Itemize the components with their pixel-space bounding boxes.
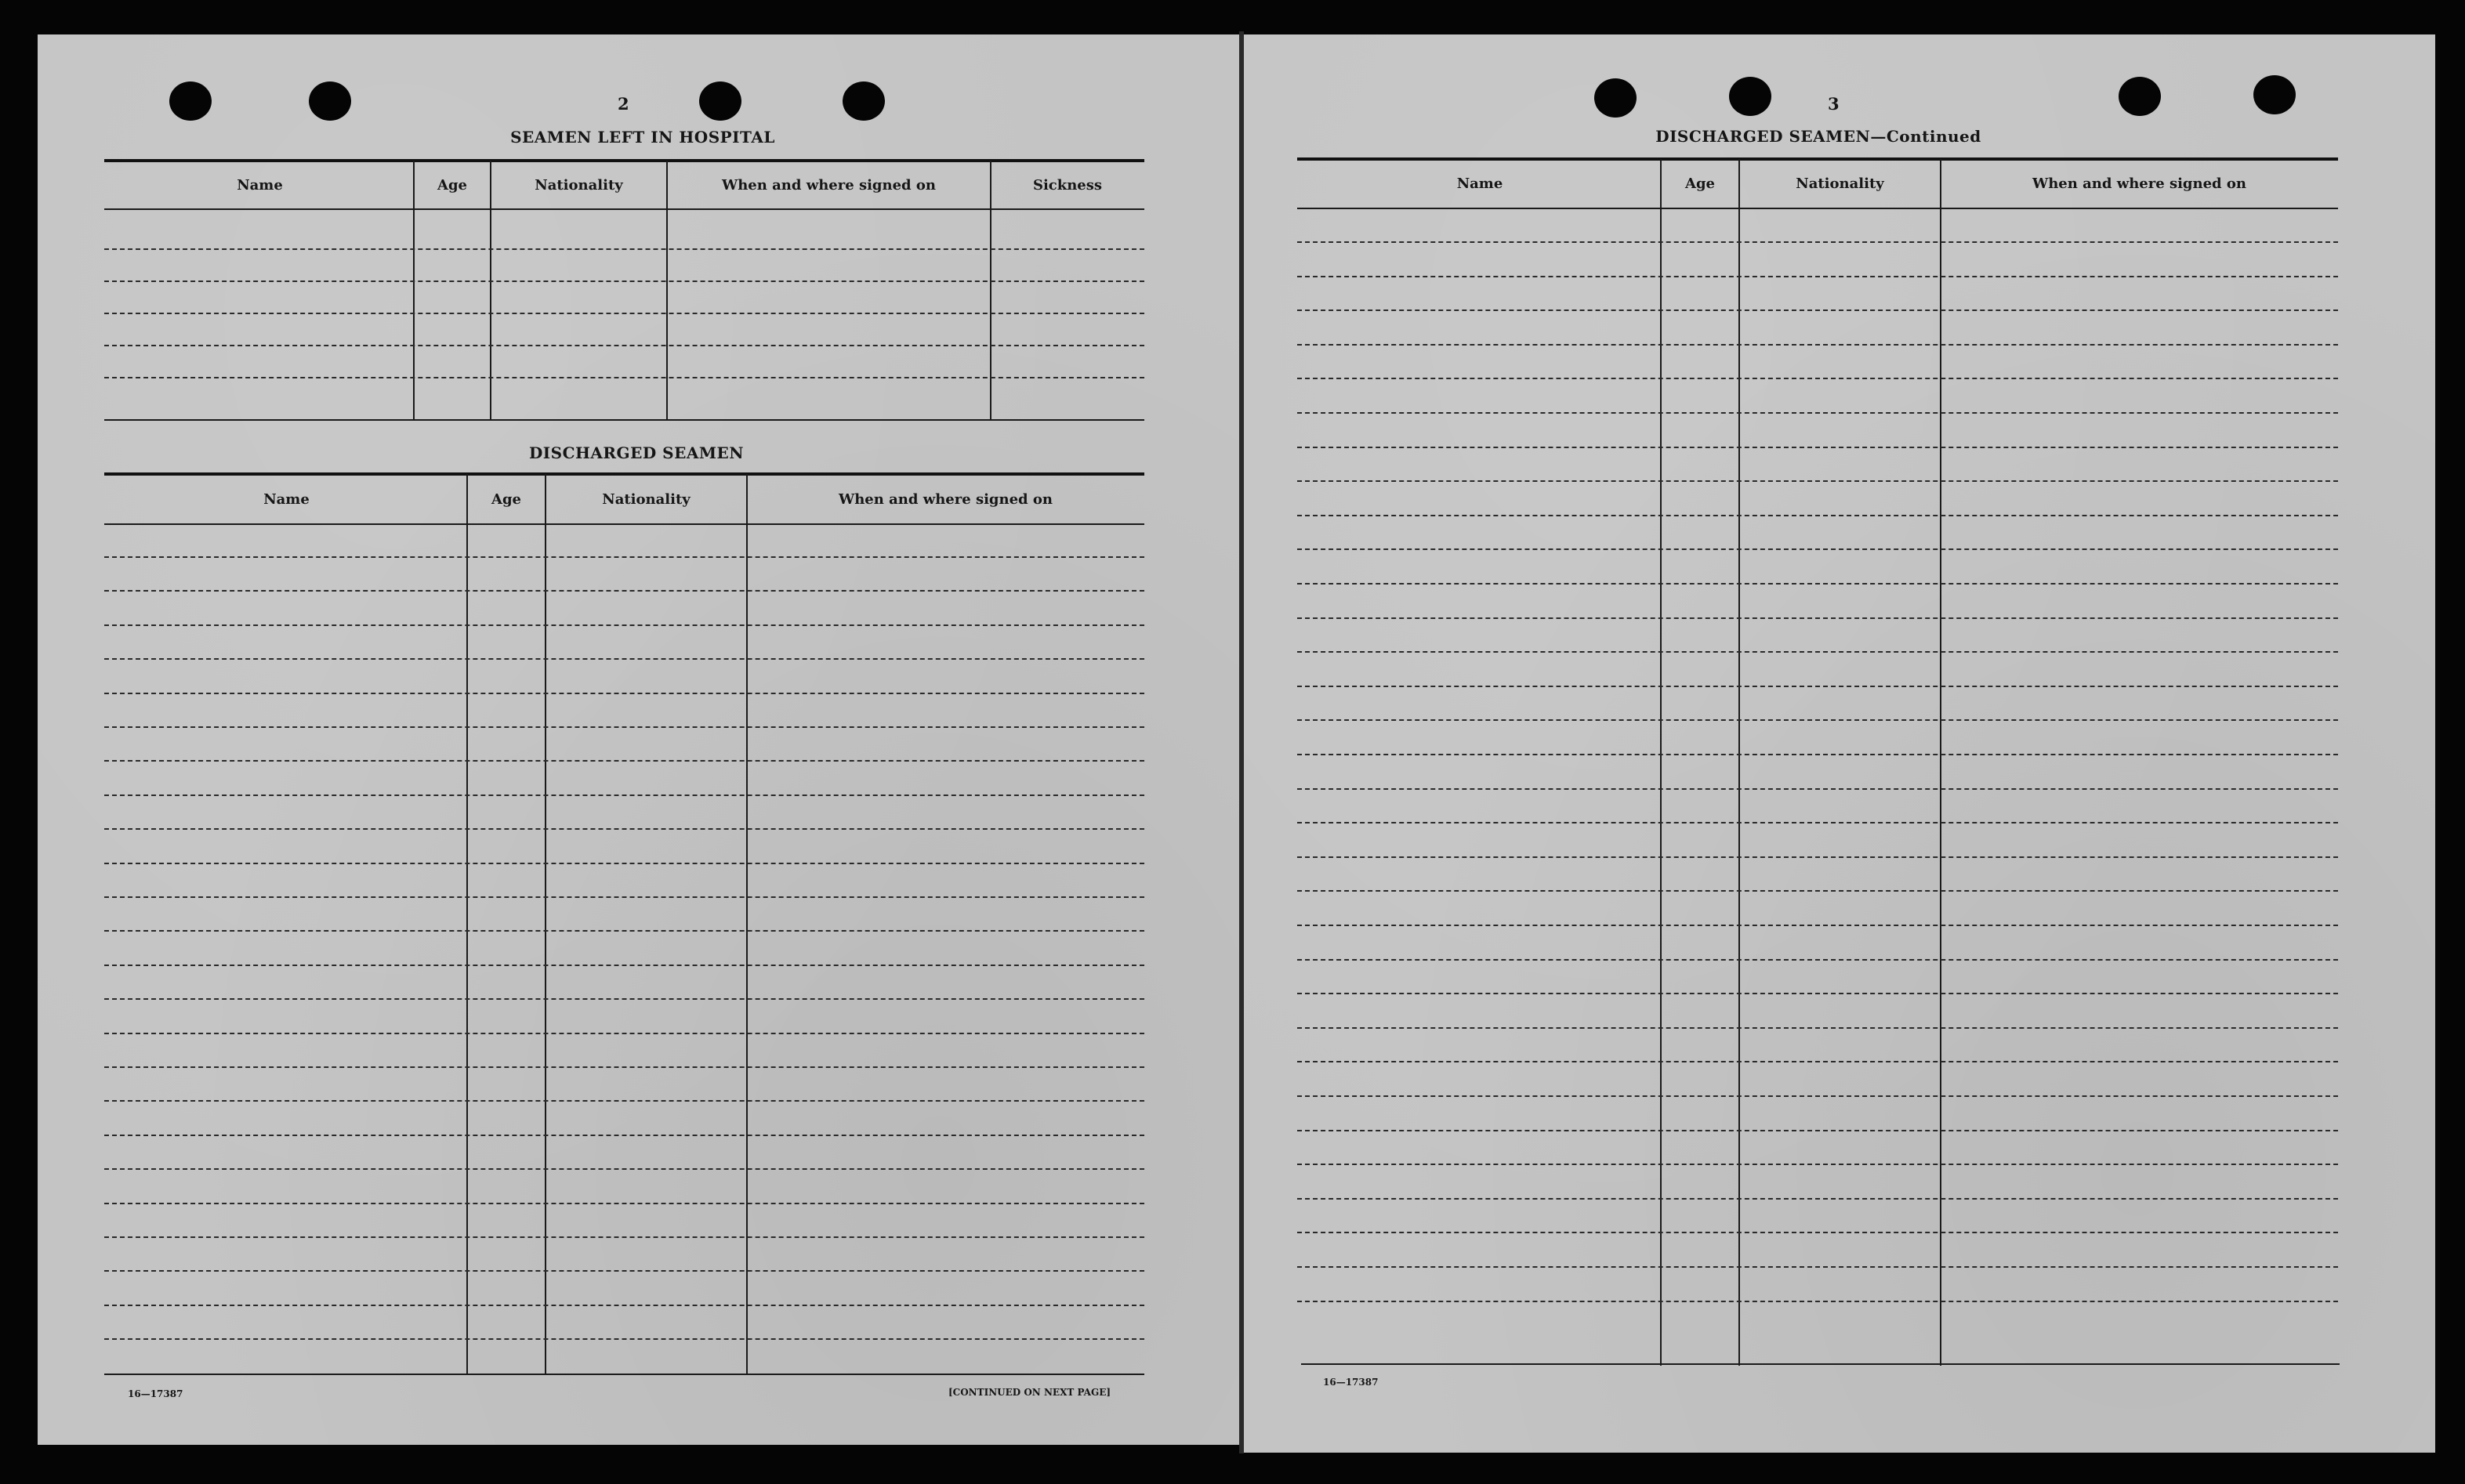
column-header-name: Name: [237, 177, 283, 194]
punch-hole: [2253, 75, 2296, 114]
entry-line: [1297, 1266, 2338, 1268]
entry-line: [104, 658, 1144, 660]
column-header-age: Age: [437, 177, 467, 194]
entry-line: [104, 1236, 1144, 1238]
column-divider: [466, 474, 468, 1375]
entry-line: [104, 377, 1144, 378]
entry-line: [1297, 447, 2338, 448]
entry-line: [1297, 378, 2338, 379]
punch-hole: [1594, 78, 1637, 118]
entry-line: [1297, 856, 2338, 858]
entry-line: [104, 1100, 1144, 1102]
entry-line: [1297, 993, 2338, 994]
column-header-signed-on: When and where signed on: [722, 177, 936, 194]
entry-line: [1297, 1198, 2338, 1200]
entry-line: [1297, 241, 2338, 243]
discharged-continued-title: DISCHARGED SEAMEN—Continued: [1655, 127, 1981, 146]
entry-line: [104, 1203, 1144, 1204]
punch-hole: [309, 81, 351, 121]
right-form-page: [1244, 34, 2435, 1453]
column-header-nationality: Nationality: [1796, 176, 1884, 192]
entry-line: [104, 998, 1144, 1000]
entry-line: [1297, 925, 2338, 926]
entry-line: [1297, 548, 2338, 550]
column-divider: [1660, 159, 1662, 1366]
column-header-nationality: Nationality: [535, 177, 623, 194]
entry-line: [104, 863, 1144, 864]
page-number: 3: [1828, 94, 1840, 114]
entry-line: [1297, 480, 2338, 482]
column-header-sickness: Sickness: [1032, 177, 1103, 194]
table-rule: [104, 472, 1144, 476]
entry-line: [104, 1135, 1144, 1136]
hospital-section-title: SEAMEN LEFT IN HOSPITAL: [510, 128, 775, 147]
entry-line: [1297, 583, 2338, 585]
entry-line: [104, 556, 1144, 558]
entry-line: [104, 1033, 1144, 1034]
entry-line: [1297, 959, 2338, 961]
entry-line: [1297, 1232, 2338, 1233]
header-rule: [104, 208, 1144, 210]
entry-line: [1297, 1130, 2338, 1131]
discharged-section-title: DISCHARGED SEAMEN: [528, 443, 745, 462]
entry-line: [1297, 344, 2338, 346]
entry-line: [104, 590, 1144, 592]
table-bottom-rule: [104, 419, 1144, 421]
table-bottom-rule: [104, 1374, 1144, 1375]
punch-hole: [699, 81, 741, 121]
entry-line: [104, 1338, 1144, 1340]
column-divider: [990, 161, 991, 421]
entry-line: [104, 345, 1144, 346]
column-divider: [666, 161, 668, 421]
entry-line: [104, 828, 1144, 830]
entry-line: [104, 965, 1144, 966]
entry-line: [1297, 1301, 2338, 1302]
entry-line: [104, 1066, 1144, 1068]
column-header-signed-on: When and where signed on: [839, 491, 1053, 508]
entry-line: [104, 1305, 1144, 1306]
form-number: 16—17387: [128, 1388, 183, 1399]
punch-hole: [2119, 77, 2161, 116]
entry-line: [104, 313, 1144, 314]
column-header-signed-on: When and where signed on: [2032, 176, 2246, 192]
entry-line: [1297, 515, 2338, 516]
entry-line: [1297, 754, 2338, 755]
table-rule: [1297, 157, 2338, 161]
entry-line: [104, 896, 1144, 898]
entry-line: [1297, 686, 2338, 687]
entry-line: [104, 726, 1144, 728]
column-divider: [490, 161, 491, 421]
column-header-age: Age: [1684, 176, 1715, 192]
column-header-name: Name: [263, 491, 310, 508]
entry-line: [104, 1270, 1144, 1272]
center-fold: [1239, 31, 1244, 1453]
entry-line: [1297, 1164, 2338, 1165]
entry-line: [104, 760, 1144, 762]
column-header-name: Name: [1456, 176, 1503, 192]
form-number: 16—17387: [1323, 1377, 1379, 1388]
entry-line: [1297, 651, 2338, 653]
header-rule: [104, 523, 1144, 525]
continued-note: [CONTINUED ON NEXT PAGE]: [948, 1387, 1111, 1398]
punch-hole: [1729, 77, 1771, 116]
punch-hole: [169, 81, 212, 121]
column-divider: [545, 474, 546, 1375]
entry-line: [104, 794, 1144, 796]
page-number: 2: [618, 94, 629, 114]
entry-line: [1297, 719, 2338, 721]
entry-line: [1297, 1061, 2338, 1062]
header-rule: [1297, 208, 2338, 209]
entry-line: [1297, 1027, 2338, 1029]
column-header-age: Age: [491, 491, 521, 508]
entry-line: [1297, 276, 2338, 277]
table-bottom-rule: [1301, 1363, 2340, 1365]
punch-hole: [843, 81, 885, 121]
entry-line: [1297, 309, 2338, 311]
entry-line: [1297, 617, 2338, 619]
entry-line: [104, 693, 1144, 694]
entry-line: [1297, 890, 2338, 892]
entry-line: [104, 624, 1144, 626]
entry-line: [1297, 822, 2338, 823]
table-rule: [104, 159, 1144, 162]
column-divider: [746, 474, 748, 1375]
left-form-page: [38, 34, 1239, 1445]
entry-line: [104, 1168, 1144, 1170]
entry-line: [1297, 788, 2338, 790]
entry-line: [104, 930, 1144, 932]
entry-line: [104, 248, 1144, 250]
entry-line: [104, 281, 1144, 282]
entry-line: [1297, 412, 2338, 414]
entry-line: [1297, 1095, 2338, 1097]
column-divider: [1738, 159, 1740, 1366]
column-header-nationality: Nationality: [602, 491, 691, 508]
column-divider: [1940, 159, 1941, 1366]
column-divider: [413, 161, 415, 421]
